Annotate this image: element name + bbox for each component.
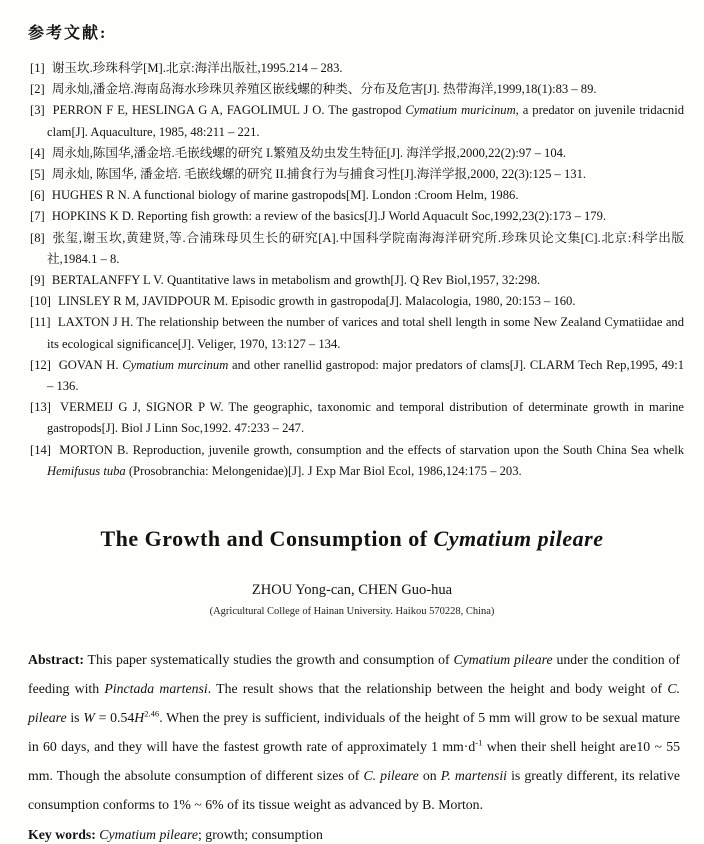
reference-number: [2] [30, 82, 45, 97]
reference-number: [6] [30, 188, 45, 203]
reference-number: [8] [30, 230, 45, 245]
reference-text: 谢玉坎.珍珠科学[M].北京:海洋出版社,1995.214 – 283. [51, 61, 343, 75]
reference-text: LAXTON J H. The relationship between the number of varices and total shell length in some New Zealand Cymatiidae and its ecological significance[J]. Veliger, 1970, 13:127 – 134. [47, 315, 684, 351]
reference-item [30, 228, 684, 270]
reference-item [30, 355, 684, 397]
reference-number: [3] [30, 103, 45, 118]
reference-text: MORTON B. Reproduction, juvenile growth, consumption and the effects of starvation upon the South China Sea whelk Hemifusus tuba (Prosobranchia: Melongenidae)[J]. J Exp Mar Biol Ecol, 1986,124:175 – 203. [47, 442, 684, 478]
reference-number: [14] [30, 442, 51, 457]
reference-item [30, 440, 684, 482]
reference-item [30, 270, 684, 291]
reference-number: [5] [30, 167, 45, 182]
reference-item [30, 143, 684, 164]
reference-item [30, 397, 684, 439]
reference-number: [13] [30, 400, 51, 415]
abstract-paragraph [28, 645, 680, 819]
keywords-text: Cymatium pileare; growth; consumption [99, 827, 323, 843]
reference-item [30, 312, 684, 354]
reference-number: [10] [30, 294, 51, 309]
reference-number: [12] [30, 357, 51, 372]
reference-number: [1] [30, 61, 45, 75]
article-title: The Growth and Consumption of Cymatium pileare [100, 526, 604, 552]
reference-text: 周永灿, 陈国华, 潘金培. 毛嵌线螺的研究 II.捕食行为与捕食习性[J].海洋学报,2000, 22(3):125 – 131. [51, 167, 587, 182]
reference-text: 张玺,谢玉坎,黄建贤,等.合浦珠母贝生长的研究[A].中国科学院南海海洋研究所.珍珠贝论文集[C].北京:科学出版社,1984.1 – 8. [47, 230, 685, 266]
reference-item [30, 291, 684, 312]
reference-text: PERRON F E, HESLINGA G A, FAGOLIMUL J O. The gastropod Cymatium muricinum, a predator on juvenile tridacnid clam[J]. Aquaculture, 1985, 48:211 – 221. [47, 103, 685, 139]
keywords-line [28, 820, 680, 844]
reference-list [30, 58, 684, 482]
reference-item [30, 164, 684, 185]
references-heading: 参考文献: [28, 25, 108, 42]
reference-number: [7] [30, 209, 45, 224]
reference-text: HUGHES R N. A functional biology of marine gastropods[M]. London :Croom Helm, 1986. [51, 188, 519, 203]
affiliation-line: (Agricultural College of Hainan University. Haikou 570228, China) [209, 606, 495, 618]
abstract-text: This paper systematically studies the growth and consumption of Cymatium pileare under the condition of feeding with Pinctada martensi. The result shows that the relationship between the height and body weight of C. pileare is $W = 0.54H^{2.46}$. When the prey is sufficient, individuals of the height of 5 mm will grow to be sexual mature in 60 days, and they will have the fastest growth rate of approximately 1 $mm\cdot d^{-1}$ when their shell height are10 ~ 55 mm. Though the absolute consumption of different sizes of C. pileare on P. martensii is greatly different, its relative consumption conforms to 1% ~ 6% of its tissue weight as advanced by B. Morton. [28, 652, 681, 813]
authors-line: ZHOU Yong-can, CHEN Guo-hua [251, 582, 453, 599]
reference-item [30, 79, 684, 100]
reference-number: [4] [30, 145, 45, 160]
reference-text: VERMEIJ G J, SIGNOR P W. The geographic, taxonomic and temporal distribution of determinate growth in marine gastropods[J]. Biol J Linn Soc,1992. 47:233 – 247. [47, 400, 684, 436]
reference-item [30, 185, 684, 206]
reference-item [30, 100, 684, 142]
reference-text: BERTALANFFY L V. Quantitative laws in metabolism and growth[J]. Q Rev Biol,1957, 32:298. [51, 273, 541, 288]
reference-text: 周永灿,陈国华,潘金培.毛嵌线螺的研究 I.繁殖及幼虫发生特征[J]. 海洋学报,2000,22(2):97 – 104. [51, 145, 567, 160]
reference-number: [11] [30, 315, 51, 330]
reference-text: HOPKINS K D. Reporting fish growth: a review of the basics[J].J World Aquacult Soc,1992,23(2):173 – 179. [51, 209, 607, 224]
reference-number: [9] [30, 273, 45, 288]
abstract-label: Abstract: [28, 652, 84, 668]
reference-item [30, 206, 684, 227]
reference-text: LINSLEY R M, JAVIDPOUR M. Episodic growth in gastropoda[J]. Malacologia, 1980, 20:153 – 160. [58, 294, 576, 309]
reference-text: GOVAN H. Cymatium murcinum and other ranellid gastropod: major predators of clams[J]. CLARM Tech Rep,1995, 49:1 – 136. [47, 357, 685, 394]
reference-text: 周永灿,潘金培.海南岛海水珍珠贝养殖区嵌线螺的种类、分布及危害[J]. 热带海洋,1999,18(1):83 – 89. [51, 82, 597, 97]
reference-item [30, 58, 684, 79]
keywords-label: Key words: [28, 827, 96, 843]
